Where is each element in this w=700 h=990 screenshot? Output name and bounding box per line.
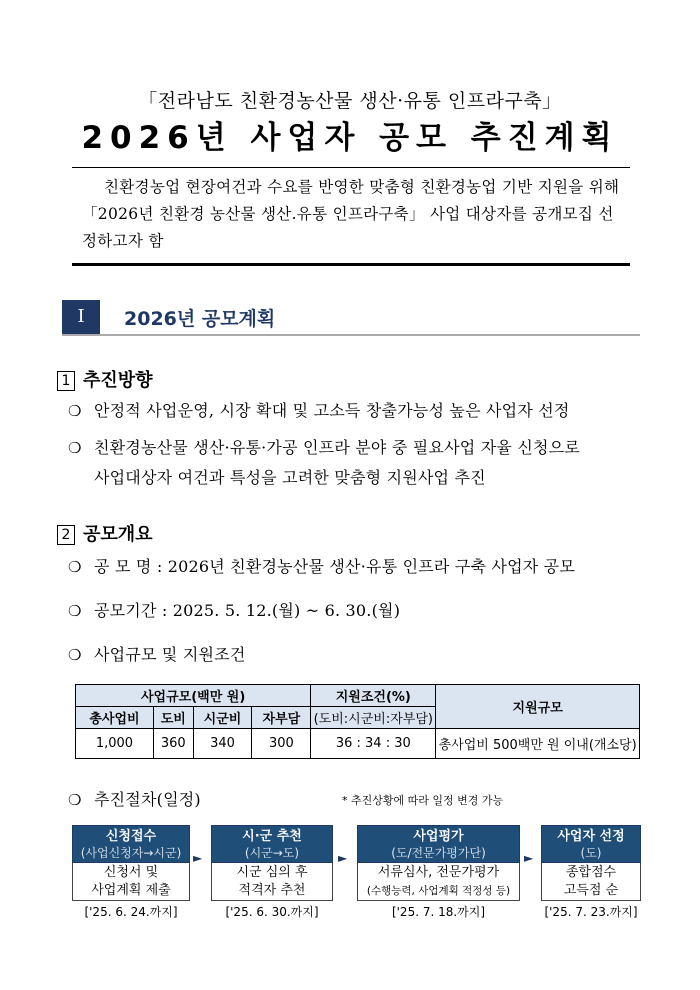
support-table — [75, 684, 640, 759]
table-header-sigun: 시군비 — [193, 707, 252, 729]
list-item-text: 사업대상자 여건과 특성을 고려한 맞춤형 지원사업 추진 — [94, 468, 486, 487]
step-header — [357, 825, 520, 863]
list-item-continued — [68, 463, 486, 493]
bullet-mark-icon: ❍ — [68, 439, 82, 457]
document-title: 2026년 사업자 공모 추진계획 — [81, 120, 619, 156]
step-date: ['25. 7. 23.까지] — [544, 905, 638, 919]
bullet-mark-icon: ❍ — [68, 558, 82, 576]
step-body-line: 고득점 순 — [563, 883, 619, 898]
step-date: ['25. 6. 24.까지] — [84, 905, 178, 919]
list-item — [68, 785, 201, 815]
step-title: 사업자 선정 — [557, 829, 625, 844]
heading-number-box: 1 — [57, 371, 75, 391]
list-item-text: 공 모 명 : 2026년 친환경농산물 생산·유통 인프라 구축 사업자 공모 — [94, 557, 575, 576]
heading-direction — [57, 366, 153, 392]
step-body — [541, 863, 641, 901]
list-item — [68, 596, 400, 626]
section-title: 2026년 공모계획 — [124, 308, 276, 330]
step-body-line: 적격자 추천 — [238, 883, 306, 898]
schedule-step — [357, 825, 520, 920]
step-body — [211, 863, 333, 901]
table-cell-total: 1,000 — [76, 729, 154, 759]
table-header-scale: 사업규모(백만 원) — [76, 685, 311, 707]
table-cell-do: 360 — [153, 729, 193, 759]
section-header — [62, 300, 640, 336]
schedule-step — [541, 825, 641, 920]
heading-label: 추진방향 — [83, 370, 153, 391]
step-subtitle: (사업신청자→시군) — [80, 846, 182, 860]
heading-overview — [57, 520, 153, 546]
step-subtitle: (시군→도) — [244, 846, 300, 860]
step-date: ['25. 7. 18.까지] — [391, 905, 486, 919]
table-header-condition-sub: (도비:시군비:자부담) — [311, 707, 436, 729]
step-date: ['25. 6. 30.까지] — [225, 905, 319, 919]
step-body-line: 신청서 및 — [103, 865, 159, 880]
table-header-total: 총사업비 — [76, 707, 154, 729]
step-body-line: 사업계획 제출 — [91, 883, 171, 898]
schedule-step — [211, 825, 333, 920]
summary-box — [72, 167, 630, 266]
step-subtitle: (도/전문가평가단) — [391, 846, 486, 860]
heading-number-box: 2 — [57, 525, 75, 545]
table-row — [76, 729, 640, 759]
arrow-right-icon: ► — [193, 851, 203, 865]
step-header — [211, 825, 333, 863]
list-item-text: 친환경농산물 생산·유통·가공 인프라 분야 중 필요사업 자율 신청으로 — [94, 438, 580, 457]
list-item-text: 공모기간 : 2025. 5. 12.(월) ~ 6. 30.(월) — [94, 601, 401, 620]
arrow-right-icon: ► — [524, 851, 534, 865]
heading-label: 공모개요 — [83, 524, 153, 545]
step-body-line: 종합점수 — [565, 865, 617, 880]
table-cell-support: 총사업비 500백만 원 이내(개소당) — [436, 729, 640, 759]
list-item-text: 안정적 사업운영, 시장 확대 및 고소득 창출가능성 높은 사업자 선정 — [94, 401, 570, 420]
step-body — [72, 863, 190, 901]
list-item — [68, 552, 575, 582]
step-body-line: (수행능력, 사업계획 적정성 등) — [366, 885, 511, 897]
section-number: Ⅰ — [62, 300, 100, 334]
schedule-note: * 추진상황에 따라 일정 변경 가능 — [342, 794, 504, 807]
step-body-line: 시군 심의 후 — [236, 865, 308, 880]
step-title: 사업평가 — [413, 829, 464, 844]
step-header — [72, 825, 190, 863]
table-cell-sigun: 340 — [193, 729, 252, 759]
bullet-mark-icon: ❍ — [68, 602, 82, 620]
bullet-mark-icon: ❍ — [68, 402, 82, 420]
step-title: 시·군 추천 — [242, 829, 302, 844]
step-body — [357, 863, 520, 901]
list-item — [68, 433, 580, 463]
table-header-self: 자부담 — [252, 707, 311, 729]
step-header — [541, 825, 641, 863]
table-cell-ratio: 36 : 34 : 30 — [311, 729, 436, 759]
step-body-line: 서류심사, 전문가평가 — [377, 865, 500, 880]
table-header-support: 지원규모 — [436, 685, 640, 729]
summary-text: 친환경농업 현장여건과 수요를 반영한 맞춤형 친환경농업 기반 지원을 위해 「2026년 친환경 농산물 생산.유통 인프라구축」 사업 대상자를 공개모집 선정하고자 함 — [82, 178, 620, 250]
list-item — [68, 396, 570, 426]
step-title: 신청접수 — [105, 829, 157, 844]
step-subtitle: (도) — [580, 846, 602, 860]
table-header-do: 도비 — [153, 707, 193, 729]
list-item-text: 추진절차(일정) — [94, 790, 201, 809]
bullet-mark-icon: ❍ — [68, 791, 82, 809]
list-item-text: 사업규모 및 지원조건 — [94, 645, 246, 664]
document-subtitle: 「전라남도 친환경농산물 생산·유통 인프라구축」 — [138, 90, 562, 112]
list-item — [68, 640, 245, 670]
bullet-mark-icon: ❍ — [68, 646, 82, 664]
table-cell-self: 300 — [252, 729, 311, 759]
table-header-condition: 지원조건(%) — [311, 685, 436, 707]
arrow-right-icon: ► — [338, 851, 348, 865]
schedule-step — [72, 825, 190, 920]
